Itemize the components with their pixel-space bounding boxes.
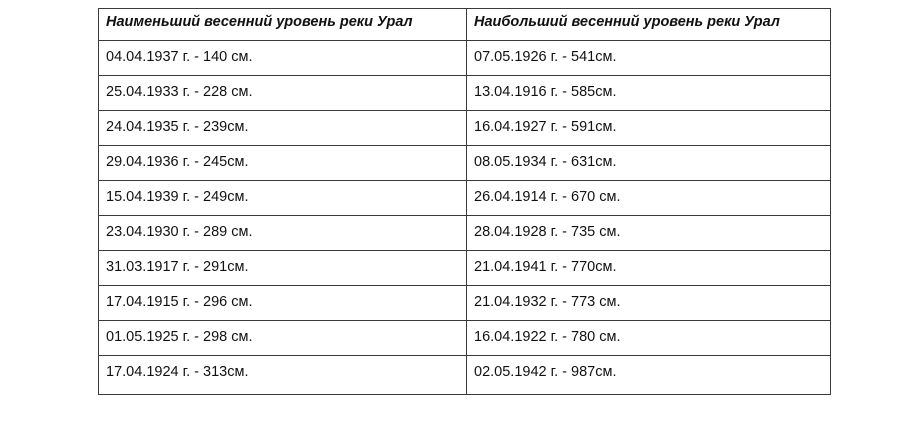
min-level-cell: 17.04.1915 г. - 296 см.: [99, 286, 467, 321]
min-level-cell: 29.04.1936 г. - 245см.: [99, 146, 467, 181]
max-level-cell: 21.04.1941 г. - 770см.: [467, 251, 831, 286]
table-row: [99, 181, 831, 216]
levels-table-container: [98, 8, 830, 395]
header-max-level: Наибольший весенний уровень реки Урал: [467, 9, 831, 41]
max-level-cell: 13.04.1916 г. - 585см.: [467, 76, 831, 111]
min-level-cell: 17.04.1924 г. - 313см.: [99, 356, 467, 395]
river-levels-table: [98, 8, 831, 395]
table-row: [99, 76, 831, 111]
min-level-cell: 23.04.1930 г. - 289 см.: [99, 216, 467, 251]
max-level-cell: 08.05.1934 г. - 631см.: [467, 146, 831, 181]
max-level-cell: 16.04.1922 г. - 780 см.: [467, 321, 831, 356]
table-row: [99, 286, 831, 321]
min-level-cell: 01.05.1925 г. - 298 см.: [99, 321, 467, 356]
max-level-cell: 16.04.1927 г. - 591см.: [467, 111, 831, 146]
table-row: [99, 111, 831, 146]
min-level-cell: 25.04.1933 г. - 228 см.: [99, 76, 467, 111]
max-level-cell: 21.04.1932 г. - 773 см.: [467, 286, 831, 321]
max-level-cell: 07.05.1926 г. - 541см.: [467, 41, 831, 76]
max-level-cell: 28.04.1928 г. - 735 см.: [467, 216, 831, 251]
table-row: [99, 356, 831, 395]
max-level-cell: 02.05.1942 г. - 987см.: [467, 356, 831, 395]
min-level-cell: 24.04.1935 г. - 239см.: [99, 111, 467, 146]
table-row: [99, 321, 831, 356]
max-level-cell: 26.04.1914 г. - 670 см.: [467, 181, 831, 216]
table-row: [99, 216, 831, 251]
table-row: [99, 251, 831, 286]
table-row: [99, 41, 831, 76]
min-level-cell: 15.04.1939 г. - 249см.: [99, 181, 467, 216]
min-level-cell: 31.03.1917 г. - 291см.: [99, 251, 467, 286]
min-level-cell: 04.04.1937 г. - 140 см.: [99, 41, 467, 76]
table-header-row: [99, 9, 831, 41]
header-min-level: Наименьший весенний уровень реки Урал: [99, 9, 467, 41]
table-row: [99, 146, 831, 181]
